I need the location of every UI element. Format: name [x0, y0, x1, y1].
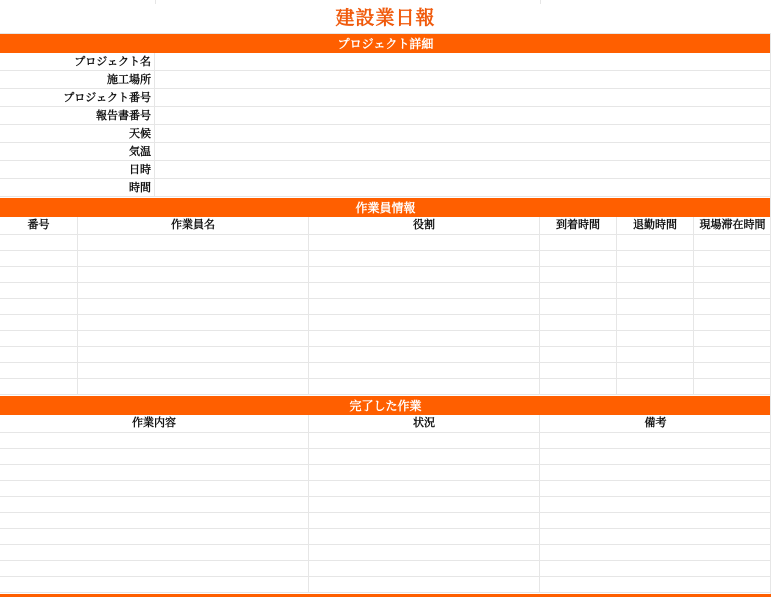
time-on-site-cell[interactable] [694, 251, 771, 266]
date-cell[interactable] [155, 161, 771, 178]
departure-time-cell[interactable] [617, 379, 694, 394]
project-number-cell[interactable] [155, 89, 771, 106]
departure-time-cell[interactable] [617, 251, 694, 266]
status-cell[interactable] [309, 545, 540, 560]
table-row [0, 235, 771, 251]
arrival-time-cell[interactable] [540, 299, 617, 314]
role-cell[interactable] [309, 283, 540, 298]
temperature-label: 気温 [0, 143, 155, 160]
work-description-cell[interactable] [0, 561, 309, 576]
worker-name-cell[interactable] [78, 251, 309, 266]
table-row [0, 545, 771, 561]
column-header-worker-name[interactable]: 作業員名 [78, 217, 309, 234]
project-details [0, 53, 771, 197]
project-number-label: プロジェクト番号 [0, 89, 155, 106]
departure-time-cell[interactable] [617, 331, 694, 346]
status-cell[interactable] [309, 465, 540, 480]
arrival-time-cell[interactable] [540, 235, 617, 250]
number-cell[interactable] [0, 363, 78, 378]
table-row [0, 561, 771, 577]
departure-time-cell[interactable] [617, 299, 694, 314]
time-on-site-cell[interactable] [694, 283, 771, 298]
time-on-site-cell[interactable] [694, 299, 771, 314]
detail-row [0, 71, 771, 89]
time-label: 時間 [0, 179, 155, 196]
arrival-time-cell[interactable] [540, 379, 617, 394]
site-location-cell[interactable] [155, 71, 771, 88]
arrival-time-cell[interactable] [540, 251, 617, 266]
column-divider [155, 0, 156, 4]
work-description-cell[interactable] [0, 497, 309, 512]
section-header-project-details[interactable]: プロジェクト詳細 [0, 34, 771, 53]
status-cell[interactable] [309, 433, 540, 448]
column-header-remarks[interactable]: 備考 [644, 416, 667, 429]
work-description-cell[interactable] [0, 433, 309, 448]
time-on-site-cell[interactable] [694, 235, 771, 250]
temperature-cell[interactable] [155, 143, 771, 160]
report-title[interactable]: 建設業日報 [335, 7, 436, 29]
number-cell[interactable] [0, 267, 78, 282]
number-cell[interactable] [0, 315, 78, 330]
remarks-cell[interactable] [540, 529, 771, 544]
detail-row [0, 107, 771, 125]
weather-label: 天候 [0, 125, 155, 142]
completed-work-table [0, 415, 771, 593]
table-row [0, 347, 771, 363]
column-header-number[interactable]: 番号 [0, 217, 78, 234]
arrival-time-cell[interactable] [540, 347, 617, 362]
arrival-time-cell[interactable] [540, 283, 617, 298]
detail-row [0, 161, 771, 179]
table-row [0, 481, 771, 497]
table-row [0, 315, 771, 331]
site-location-label: 施工場所 [0, 71, 155, 88]
column-divider [540, 0, 541, 4]
table-row [0, 433, 771, 449]
remarks-cell[interactable] [540, 577, 771, 592]
departure-time-cell[interactable] [617, 315, 694, 330]
report-number-cell[interactable] [155, 107, 771, 124]
detail-row [0, 89, 771, 107]
work-description-cell[interactable] [0, 513, 309, 528]
worker-name-cell[interactable] [78, 283, 309, 298]
column-header-status[interactable]: 状況 [309, 415, 540, 432]
worker-name-cell[interactable] [78, 347, 309, 362]
table-row [0, 283, 771, 299]
worker-name-cell[interactable] [78, 299, 309, 314]
number-cell[interactable] [0, 283, 78, 298]
report-number-label: 報告書番号 [0, 107, 155, 124]
status-cell[interactable] [309, 481, 540, 496]
status-cell[interactable] [309, 529, 540, 544]
time-on-site-cell[interactable] [694, 379, 771, 394]
worker-name-cell[interactable] [78, 379, 309, 394]
worker-name-cell[interactable] [78, 235, 309, 250]
number-cell[interactable] [0, 235, 78, 250]
work-description-cell[interactable] [0, 465, 309, 480]
work-description-cell[interactable] [0, 545, 309, 560]
table-row [0, 529, 771, 545]
number-cell[interactable] [0, 331, 78, 346]
number-cell[interactable] [0, 347, 78, 362]
departure-time-cell[interactable] [617, 267, 694, 282]
status-cell[interactable] [309, 497, 540, 512]
role-cell[interactable] [309, 315, 540, 330]
remarks-cell[interactable] [540, 545, 771, 560]
role-cell[interactable] [309, 267, 540, 282]
table-row [0, 251, 771, 267]
remarks-cell[interactable] [540, 433, 771, 448]
column-header-arrival-time[interactable]: 到着時間 [540, 217, 617, 234]
departure-time-cell[interactable] [617, 235, 694, 250]
departure-time-cell[interactable] [617, 347, 694, 362]
work-description-cell[interactable] [0, 481, 309, 496]
crew-table [0, 217, 771, 395]
number-cell[interactable] [0, 299, 78, 314]
time-on-site-cell[interactable] [694, 347, 771, 362]
arrival-time-cell[interactable] [540, 315, 617, 330]
table-row [0, 577, 771, 593]
column-header-departure-time[interactable]: 退勤時間 [617, 217, 694, 234]
column-header-work-description[interactable]: 作業内容 [0, 415, 309, 432]
column-header-role[interactable]: 役割 [309, 217, 540, 234]
weather-cell[interactable] [155, 125, 771, 142]
worker-name-cell[interactable] [78, 331, 309, 346]
role-cell[interactable] [309, 347, 540, 362]
role-cell[interactable] [309, 235, 540, 250]
status-cell[interactable] [309, 513, 540, 528]
detail-row [0, 179, 771, 197]
title-row [0, 0, 771, 34]
detail-row [0, 143, 771, 161]
time-on-site-cell[interactable] [694, 267, 771, 282]
detail-row [0, 53, 771, 71]
remarks-cell[interactable] [540, 513, 771, 528]
time-on-site-cell[interactable] [694, 315, 771, 330]
crew-table-header [0, 217, 771, 235]
remarks-cell[interactable] [540, 561, 771, 576]
status-cell[interactable] [309, 577, 540, 592]
section-header-crew-info[interactable]: 作業員情報 [0, 198, 771, 217]
arrival-time-cell[interactable] [540, 267, 617, 282]
role-cell[interactable] [309, 379, 540, 394]
project-name-cell[interactable] [155, 53, 771, 70]
worker-name-cell[interactable] [78, 363, 309, 378]
departure-time-cell[interactable] [617, 283, 694, 298]
column-header-time-on-site[interactable]: 現場滞在時間 [699, 218, 766, 231]
date-label: 日時 [0, 161, 155, 178]
table-row [0, 299, 771, 315]
table-row [0, 363, 771, 379]
time-on-site-cell[interactable] [694, 363, 771, 378]
remarks-cell[interactable] [540, 465, 771, 480]
project-name-label: プロジェクト名 [0, 53, 155, 70]
role-cell[interactable] [309, 331, 540, 346]
work-description-cell[interactable] [0, 577, 309, 592]
departure-time-cell[interactable] [617, 363, 694, 378]
detail-row [0, 125, 771, 143]
status-cell[interactable] [309, 449, 540, 464]
time-cell[interactable] [155, 179, 771, 196]
number-cell[interactable] [0, 379, 78, 394]
work-description-cell[interactable] [0, 449, 309, 464]
worker-name-cell[interactable] [78, 267, 309, 282]
table-row [0, 267, 771, 283]
arrival-time-cell[interactable] [540, 363, 617, 378]
table-row [0, 379, 771, 395]
number-cell[interactable] [0, 251, 78, 266]
role-cell[interactable] [309, 299, 540, 314]
table-row [0, 497, 771, 513]
time-on-site-cell[interactable] [694, 331, 771, 346]
work-table-header [0, 415, 771, 433]
table-row [0, 465, 771, 481]
arrival-time-cell[interactable] [540, 331, 617, 346]
role-cell[interactable] [309, 363, 540, 378]
table-row [0, 513, 771, 529]
role-cell[interactable] [309, 251, 540, 266]
table-row [0, 449, 771, 465]
remarks-cell[interactable] [540, 449, 771, 464]
worker-name-cell[interactable] [78, 315, 309, 330]
section-header-completed-work[interactable]: 完了した作業 [0, 396, 771, 415]
work-description-cell[interactable] [0, 529, 309, 544]
remarks-cell[interactable] [540, 481, 771, 496]
status-cell[interactable] [309, 561, 540, 576]
remarks-cell[interactable] [540, 497, 771, 512]
table-row [0, 331, 771, 347]
